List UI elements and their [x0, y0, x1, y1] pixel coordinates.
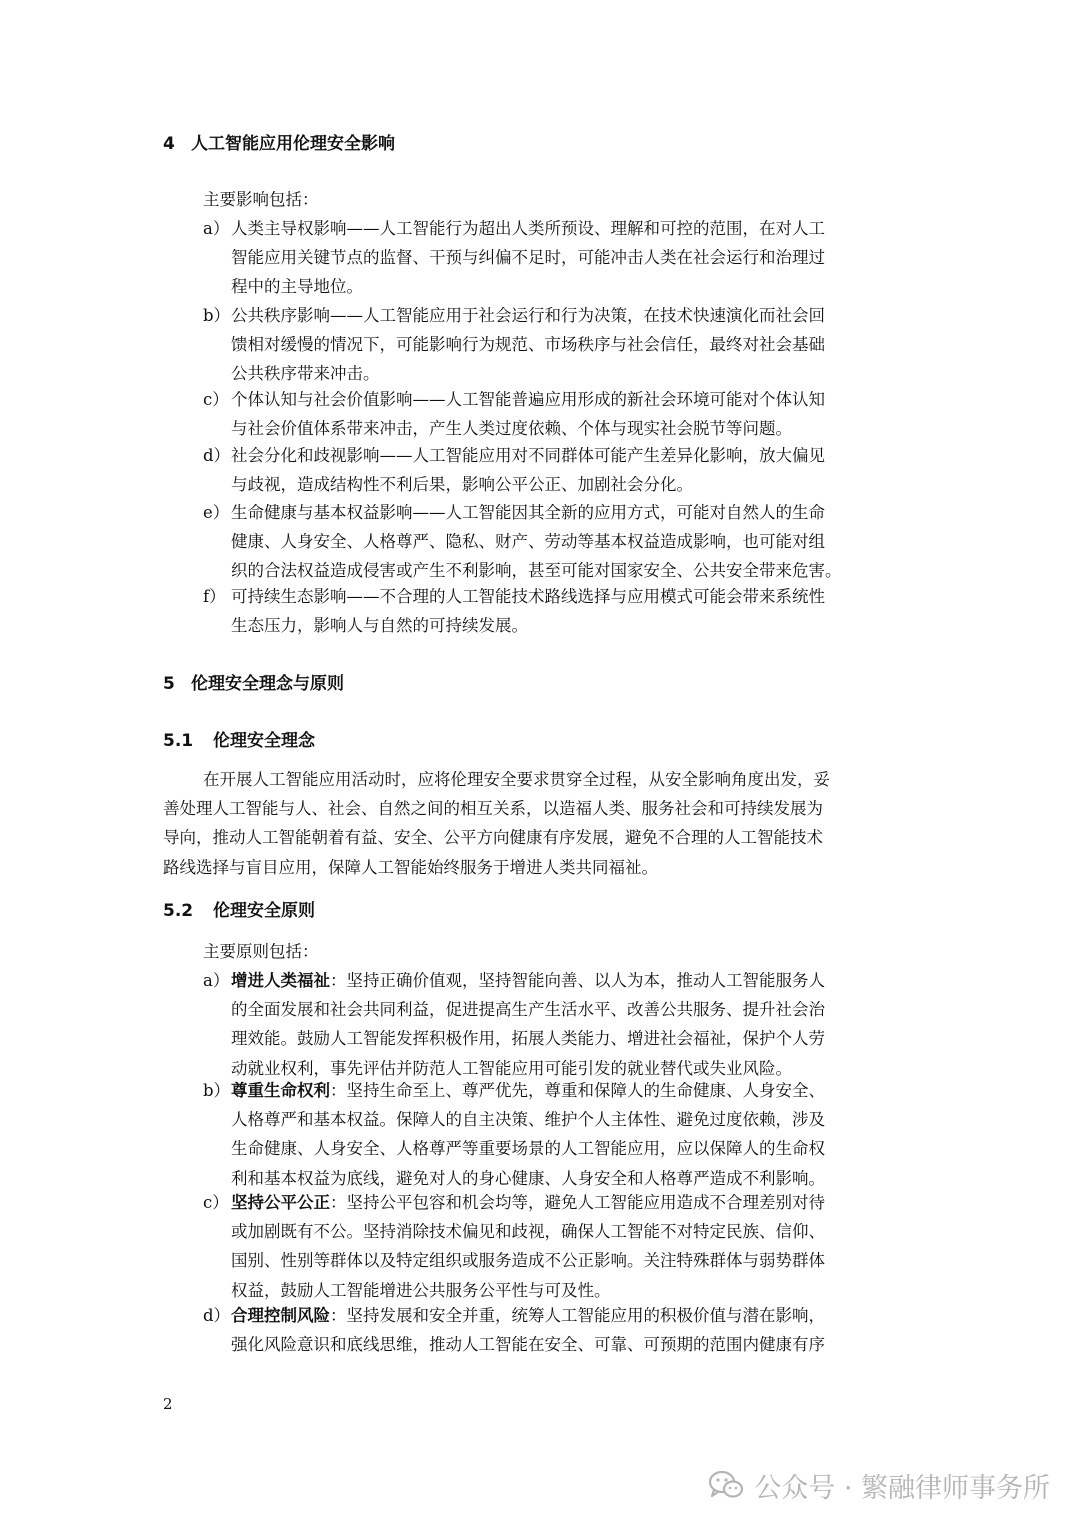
item-line: 理效能。鼓励人工智能发挥积极作用，拓展人类能力、增进社会福祉，保护个人劳 — [231, 1029, 825, 1049]
impact-item-e — [203, 503, 923, 581]
item-line: 健康、人身安全、人格尊严、隐私、财产、劳动等基本权益造成影响，也可能对组 — [231, 532, 825, 552]
paragraph-line: 路线选择与盲目应用，保障人工智能始终服务于增进人类共同福祉。 — [163, 857, 658, 877]
item-marker: a） — [203, 219, 230, 238]
item-marker: c） — [203, 1193, 229, 1212]
item-marker: b） — [203, 306, 231, 325]
item-line: 可持续生态影响——不合理的人工智能技术路线选择与应用模式可能会带来系统性 — [231, 587, 825, 606]
item-marker: f） — [203, 587, 226, 606]
principle-item-a — [203, 971, 923, 1079]
item-line: 生命健康、人身安全、人格尊严等重要场景的人工智能应用，应以保障人的生命权 — [231, 1139, 825, 1159]
item-line: 或加剧既有不公。坚持消除技术偏见和歧视，确保人工智能不对特定民族、信仰、 — [231, 1222, 825, 1242]
section-number: 5 — [163, 674, 175, 694]
impact-item-c — [203, 390, 923, 439]
paragraph-line: 在开展人工智能应用活动时，应将伦理安全要求贯穿全过程，从安全影响角度出发，妥 — [203, 770, 830, 789]
item-line: 的全面发展和社会共同利益，促进提高生产生活水平、改善公共服务、提升社会治 — [231, 1000, 825, 1020]
item-line: 馈相对缓慢的情况下，可能影响行为规范、市场秩序与社会信任，最终对社会基础 — [231, 335, 825, 355]
item-line: 织的合法权益造成侵害或产生不利影响，甚至可能对国家安全、公共安全带来危害。 — [231, 561, 842, 581]
watermark — [708, 1465, 1050, 1505]
item-line: 程中的主导地位。 — [231, 277, 363, 297]
item-line: 与歧视，造成结构性不利后果，影响公平公正、加剧社会分化。 — [231, 475, 693, 495]
item-marker: c） — [203, 390, 229, 409]
principle-item-d — [203, 1306, 923, 1355]
item-line: 人类主导权影响——人工智能行为超出人类所预设、理解和可控的范围，在对人工 — [231, 219, 825, 238]
impact-item-f — [203, 587, 923, 636]
item-line: 社会分化和歧视影响——人工智能应用对不同群体可能产生差异化影响，放大偏见 — [231, 446, 825, 465]
section-title: 伦理安全原则 — [213, 901, 315, 921]
principle-keyword: 合理控制风险 — [231, 1306, 330, 1325]
section-title: 伦理安全理念 — [213, 731, 315, 751]
wechat-icon — [708, 1469, 744, 1501]
item-line: 强化风险意识和底线思维，推动人工智能在安全、可靠、可预期的范围内健康有序 — [231, 1335, 825, 1355]
item-line: 公共秩序影响——人工智能应用于社会运行和行为决策，在技术快速演化而社会回 — [231, 306, 825, 325]
section-4-intro: 主要影响包括： — [203, 190, 319, 209]
impact-item-d — [203, 446, 923, 495]
page-number: 2 — [163, 1395, 173, 1413]
impact-item-b — [203, 306, 923, 384]
item-line: 人格尊严和基本权益。保障人的自主决策、维护个人主体性、避免过度依赖，涉及 — [231, 1110, 825, 1130]
section-number: 5.1 — [163, 731, 194, 751]
section-5-1-heading — [163, 730, 315, 752]
principle-item-c — [203, 1193, 923, 1301]
item-line: 动就业权利，事先评估并防范人工智能应用可能引发的就业替代或失业风险。 — [231, 1058, 792, 1078]
principle-item-b — [203, 1081, 923, 1189]
item-line: ：坚持生命至上、尊严优先，尊重和保障人的生命健康、人身安全、 — [330, 1081, 825, 1100]
item-marker: e） — [203, 503, 230, 522]
item-line: 生态压力，影响人与自然的可持续发展。 — [231, 616, 528, 636]
principle-keyword: 尊重生命权利 — [231, 1081, 330, 1100]
item-line: 国别、性别等群体以及特定组织或服务造成不公正影响。关注特殊群体与弱势群体 — [231, 1251, 825, 1271]
item-line: ：坚持公平包容和机会均等，避免人工智能应用造成不合理差别对待 — [330, 1193, 825, 1212]
section-4-heading — [163, 133, 395, 155]
item-line: 利和基本权益为底线，避免对人的身心健康、人身安全和人格尊严造成不利影响。 — [231, 1168, 825, 1188]
section-5-1-paragraph — [163, 770, 923, 878]
impact-item-a — [203, 219, 923, 297]
item-marker: d） — [203, 1306, 231, 1325]
item-line: 公共秩序带来冲击。 — [231, 364, 380, 384]
item-line: 个体认知与社会价值影响——人工智能普遍应用形成的新社会环境可能对个体认知 — [231, 390, 825, 409]
item-line: ：坚持正确价值观，坚持智能向善、以人为本，推动人工智能服务人 — [330, 971, 825, 990]
principle-keyword: 坚持公平公正 — [231, 1193, 330, 1212]
section-5-2-heading — [163, 900, 315, 922]
paragraph-line: 导向，推动人工智能朝着有益、安全、公平方向健康有序发展，避免不合理的人工智能技术 — [163, 828, 823, 848]
section-title: 伦理安全理念与原则 — [191, 674, 344, 694]
item-marker: b） — [203, 1081, 231, 1100]
section-5-2-intro: 主要原则包括： — [203, 942, 319, 961]
item-line: 生命健康与基本权益影响——人工智能因其全新的应用方式，可能对自然人的生命 — [231, 503, 825, 522]
item-line: 智能应用关键节点的监督、干预与纠偏不足时，可能冲击人类在社会运行和治理过 — [231, 248, 825, 268]
item-marker: a） — [203, 971, 230, 990]
item-line: 权益，鼓励人工智能增进公共服务公平性与可及性。 — [231, 1280, 611, 1300]
section-number: 4 — [163, 134, 175, 154]
section-number: 5.2 — [163, 901, 194, 921]
item-marker: d） — [203, 446, 231, 465]
principle-keyword: 增进人类福祉 — [231, 971, 330, 990]
item-line: ：坚持发展和安全并重，统筹人工智能应用的积极价值与潜在影响， — [330, 1306, 825, 1325]
section-5-heading — [163, 673, 344, 695]
watermark-text: 公众号 · 繁融律师事务所 — [754, 1472, 1050, 1504]
section-title: 人工智能应用伦理安全影响 — [191, 134, 395, 154]
paragraph-line: 善处理人工智能与人、社会、自然之间的相互关系，以造福人类、服务社会和可持续发展为 — [163, 799, 823, 819]
item-line: 与社会价值体系带来冲击，产生人类过度依赖、个体与现实社会脱节等问题。 — [231, 419, 792, 439]
